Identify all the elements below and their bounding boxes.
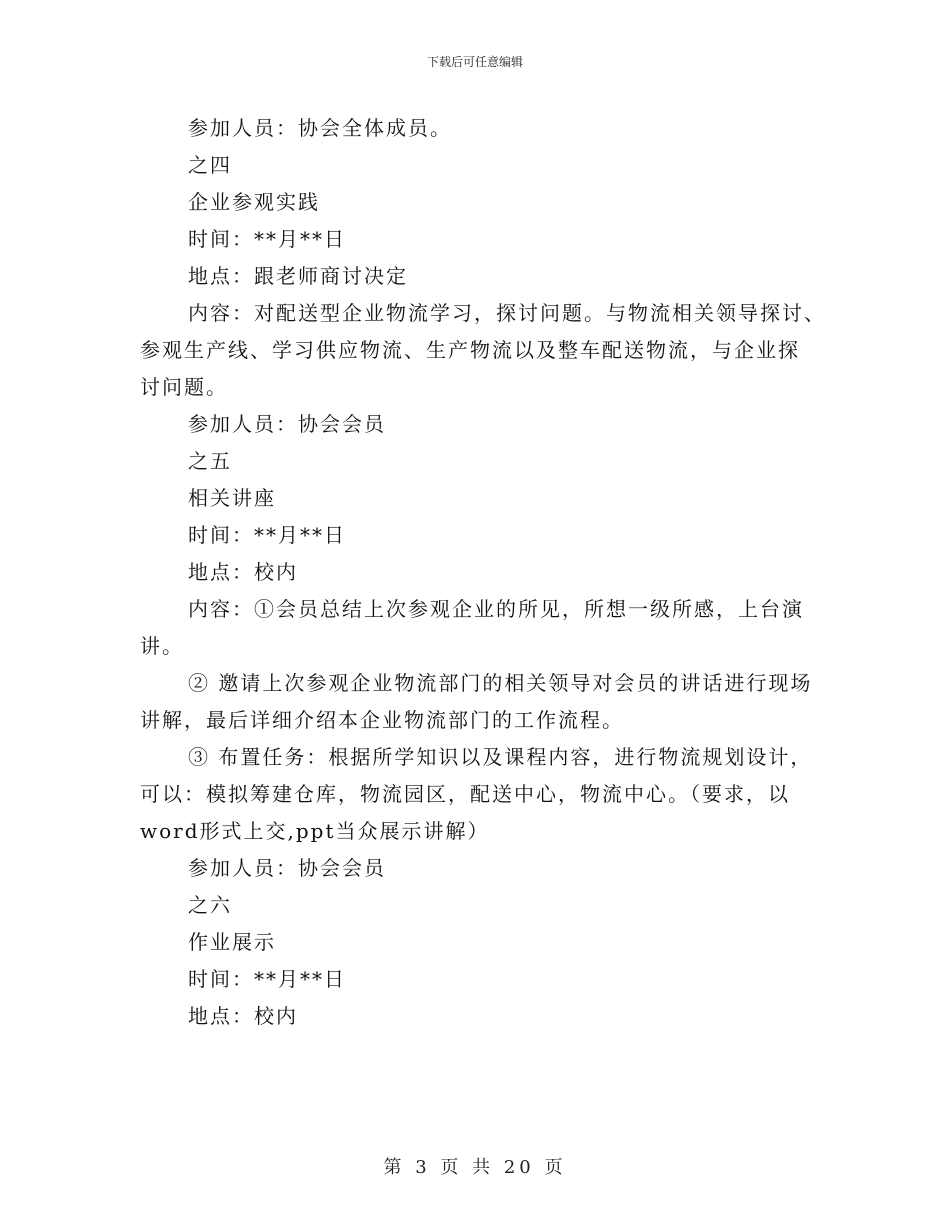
paragraph-line: 讲。 bbox=[140, 634, 184, 658]
page-header: 下载后可任意编辑 bbox=[426, 55, 523, 69]
paragraph-line: 内容：对配送型企业物流学习，探讨问题。与物流相关领导探讨、 bbox=[188, 301, 826, 325]
time-line: 时间：**月**日 bbox=[188, 967, 346, 991]
text-line: 参加人员：协会全体成员。 bbox=[188, 116, 452, 140]
paragraph-line: 讲解，最后详细介绍本企业物流部门的工作流程。 bbox=[140, 708, 624, 732]
section-title: 相关讲座 bbox=[188, 486, 276, 510]
section-title: 作业展示 bbox=[188, 930, 276, 954]
location-line: 地点：校内 bbox=[188, 1004, 298, 1028]
paragraph-line: ③ 布置任务：根据所学知识以及课程内容，进行物流规划设计， bbox=[188, 745, 813, 769]
content-paragraph bbox=[140, 591, 820, 665]
paragraph-line: 参观生产线、学习供应物流、生产物流以及整车配送物流，与企业探 bbox=[140, 338, 800, 362]
section-title: 企业参观实践 bbox=[188, 190, 320, 214]
time-line: 时间：**月**日 bbox=[188, 523, 346, 547]
location-line: 地点：校内 bbox=[188, 560, 298, 584]
section-number: 之五 bbox=[188, 449, 232, 473]
paragraph-line: word形式上交,ppt当众展示讲解） bbox=[140, 819, 490, 843]
content-paragraph bbox=[140, 665, 820, 739]
paragraph-line: ② 邀请上次参观企业物流部门的相关领导对会员的讲话进行现场 bbox=[188, 671, 813, 695]
document-body bbox=[140, 110, 826, 1035]
content-paragraph bbox=[140, 739, 820, 850]
time-line: 时间：**月**日 bbox=[188, 227, 346, 251]
paragraph-line: 内容：①会员总结上次参观企业的所见，所想一级所感，上台演 bbox=[188, 597, 804, 621]
participants-line: 参加人员：协会会员 bbox=[188, 412, 386, 436]
section-number: 之四 bbox=[188, 153, 232, 177]
location-line: 地点：跟老师商讨决定 bbox=[188, 264, 408, 288]
participants-line: 参加人员：协会会员 bbox=[188, 856, 386, 880]
content-paragraph bbox=[140, 295, 826, 406]
section-number: 之六 bbox=[188, 893, 232, 917]
page-footer: 第 3 页 共 20 页 bbox=[383, 1157, 567, 1178]
paragraph-line: 可以：模拟筹建仓库，物流园区，配送中心，物流中心。（要求，以 bbox=[140, 782, 790, 806]
paragraph-line: 讨问题。 bbox=[140, 375, 228, 399]
